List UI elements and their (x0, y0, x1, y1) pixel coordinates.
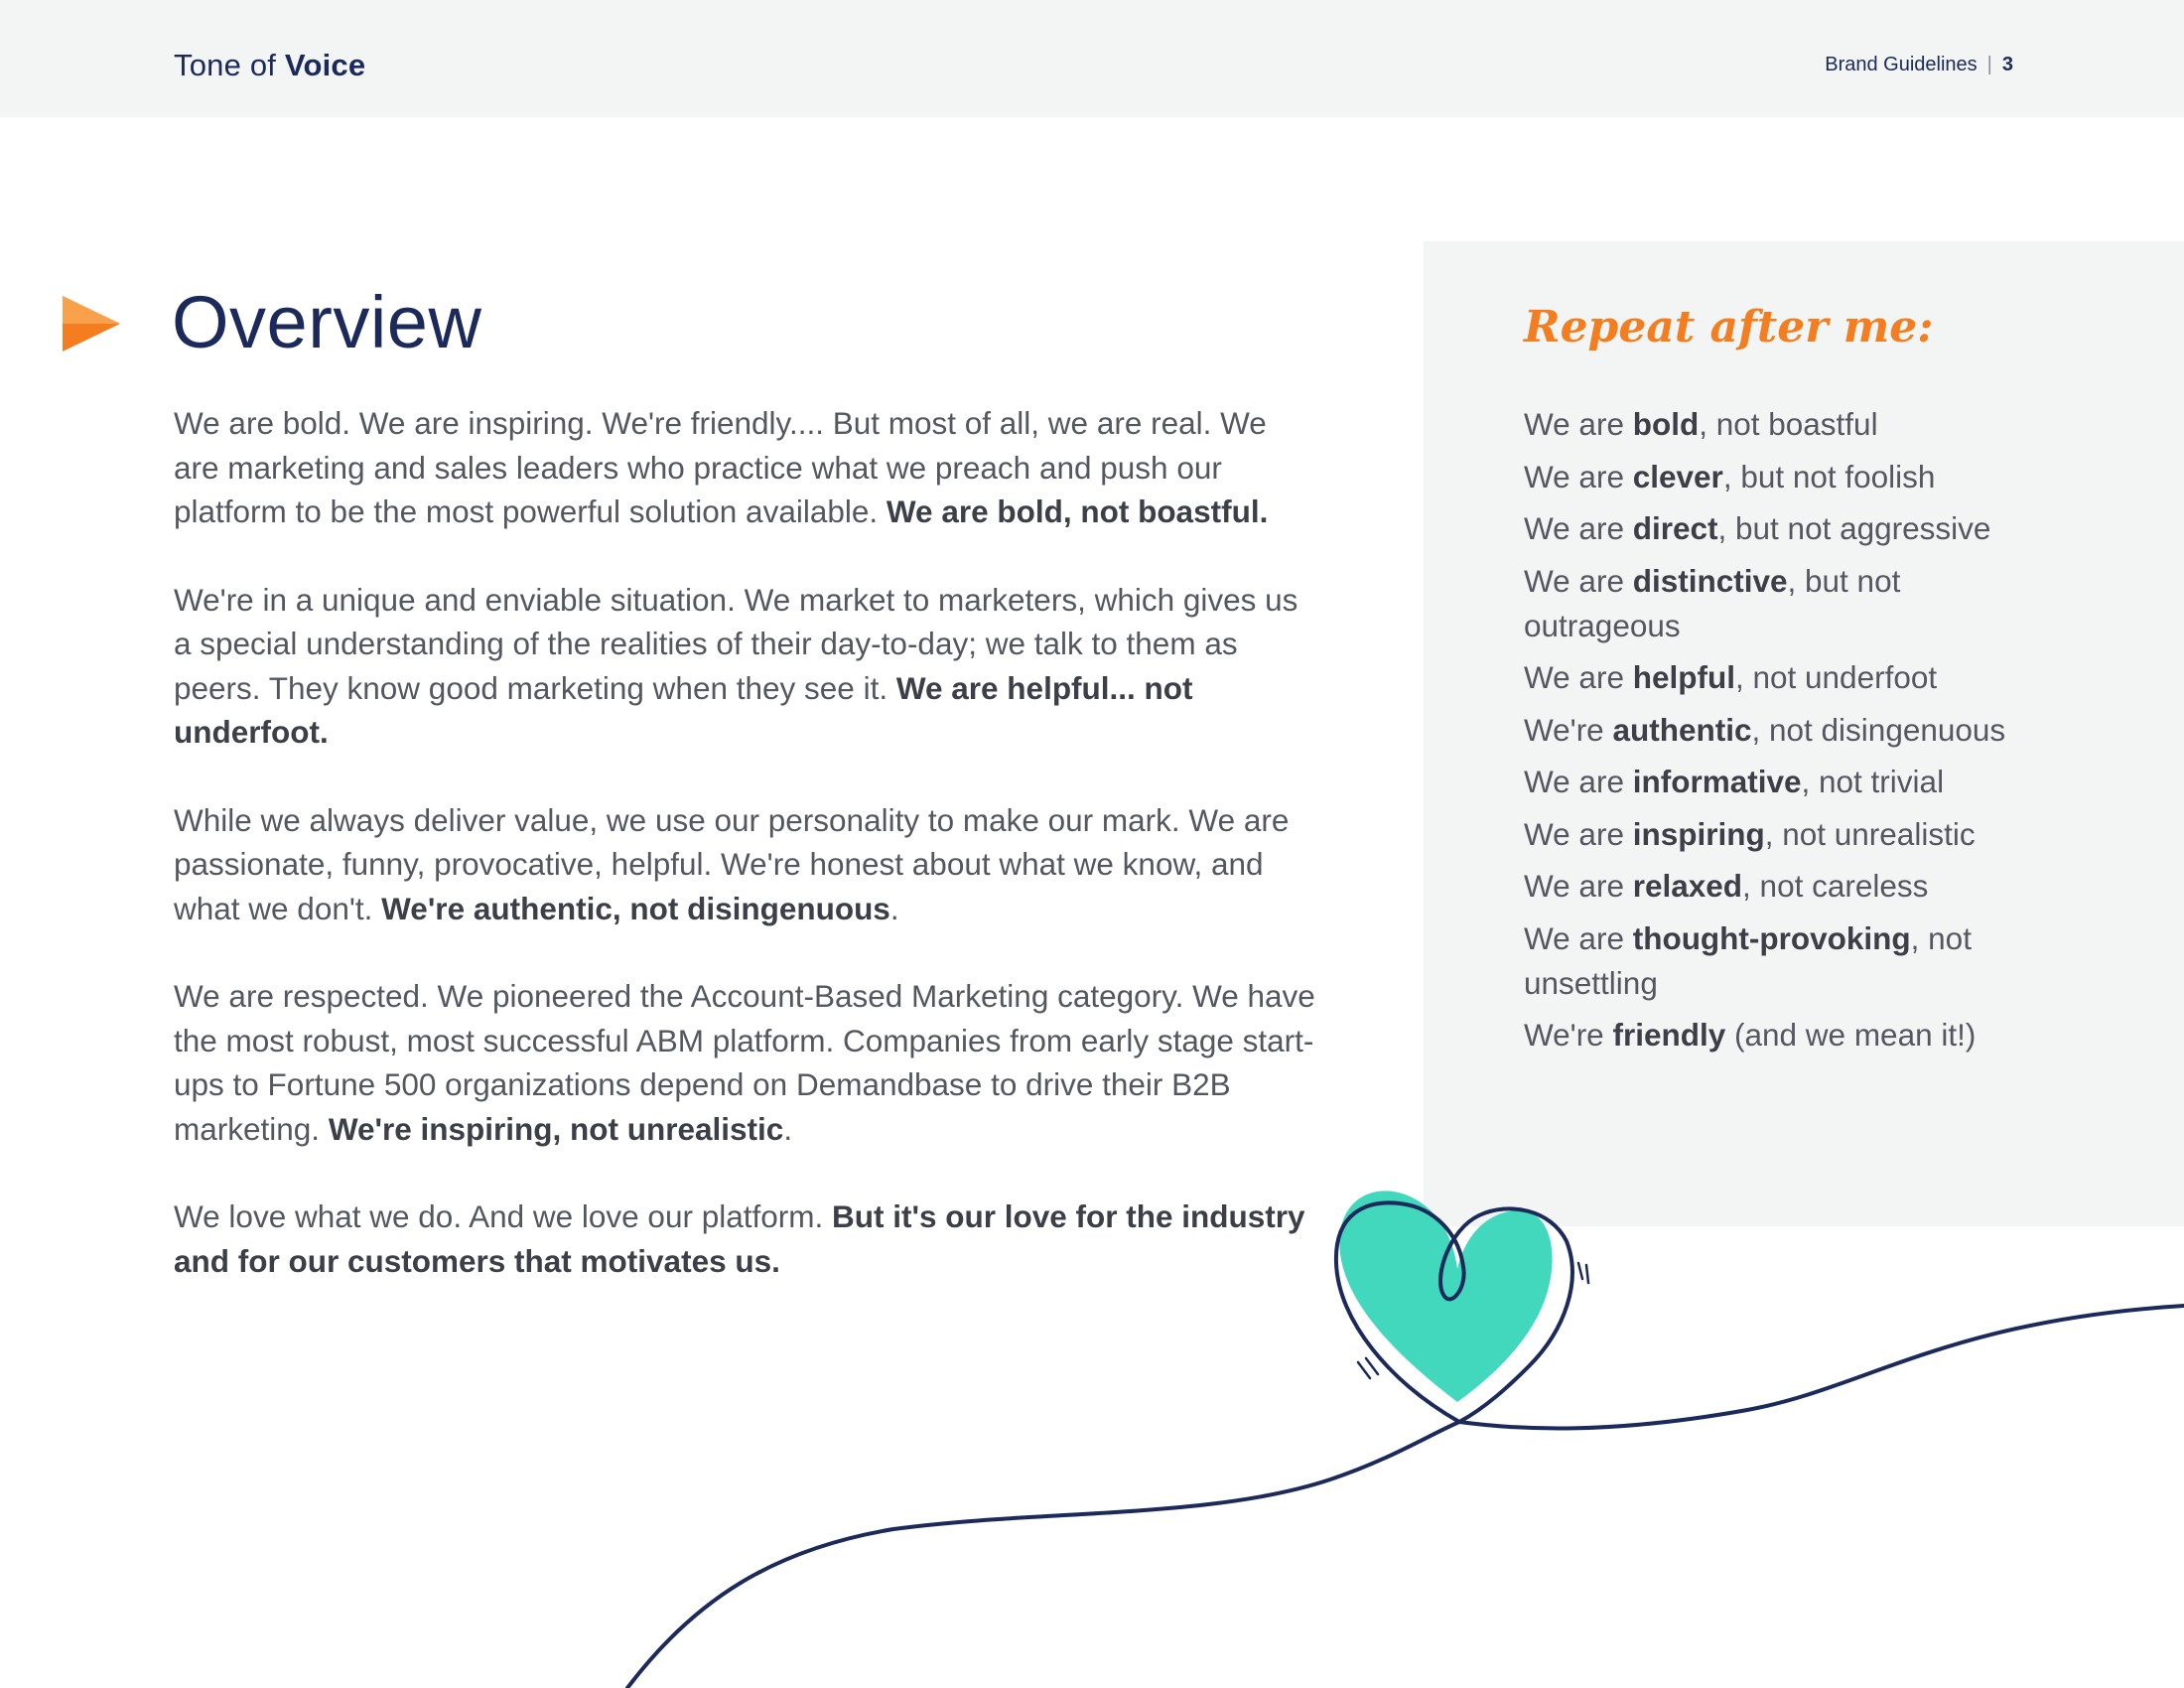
repeat-item-trait: clever (1632, 458, 1723, 494)
section-name: Brand Guidelines (1825, 54, 1978, 75)
flowing-line (627, 1306, 2184, 1688)
repeat-item-prefix: We are (1524, 510, 1633, 546)
repeat-item-trait: direct (1632, 510, 1718, 546)
repeat-item-prefix: We are (1524, 458, 1633, 494)
repeat-item-trait: informative (1632, 764, 1802, 799)
repeat-item-trait: authentic (1612, 711, 1752, 748)
repeat-item-suffix: , not boastful (1699, 406, 1878, 442)
title-bold: Voice (284, 48, 366, 82)
repeat-item-suffix: , not unrealistic (1764, 815, 1976, 852)
title-light: Tone of (174, 48, 285, 82)
repeat-item-prefix: We are (1524, 919, 1633, 956)
overview-paragraph (174, 1195, 1315, 1283)
repeat-item-prefix: We are (1524, 764, 1633, 799)
paragraph-emphasis: We're inspiring, not unrealistic (328, 1110, 784, 1147)
repeat-item-suffix: , not disingenuous (1751, 711, 2006, 748)
repeat-item-suffix: , not unsettling (1524, 919, 1972, 1001)
paragraph-emphasis: We are bold, not boastful. (886, 493, 1269, 529)
repeat-item-prefix: We're (1524, 711, 1613, 748)
repeat-item-suffix: , not trivial (1801, 764, 1945, 799)
repeat-item (1524, 1013, 2040, 1057)
repeat-item-trait: helpful (1632, 659, 1735, 695)
overview-paragraph (174, 578, 1315, 755)
repeat-item-prefix: We're (1524, 1017, 1613, 1053)
repeat-item-prefix: We are (1524, 815, 1633, 852)
repeat-item-suffix: , not careless (1742, 868, 1929, 904)
paragraph-text: We are bold. We are inspiring. We're friendly.... But most of all, we are real. We are marketing and sales leaders who practice what we preach and push our platform to be the most powerful solution available. (174, 405, 1267, 529)
repeat-item-suffix: , not underfoot (1734, 659, 1938, 695)
repeat-item (1524, 402, 2040, 447)
repeat-item (1524, 864, 2040, 909)
paragraph-trailing: . (783, 1110, 793, 1147)
repeat-item-suffix: (and we mean it!) (1725, 1017, 1977, 1053)
paragraph-text: We love what we do. And we love our platform. (174, 1198, 833, 1234)
page-number: 3 (2001, 54, 2013, 75)
overview-paragraph (174, 974, 1315, 1151)
repeat-item (1524, 655, 2040, 700)
repeat-item-prefix: We are (1524, 562, 1633, 599)
repeat-item (1524, 559, 2040, 648)
repeat-item (1524, 506, 2040, 551)
repeat-item (1524, 455, 2040, 499)
repeat-item-suffix: , but not aggressive (1717, 510, 1991, 546)
play-arrow-icon (63, 296, 120, 352)
repeat-item-trait: relaxed (1632, 868, 1743, 904)
repeat-item-suffix: , but not foolish (1722, 458, 1936, 494)
repeat-item-prefix: We are (1524, 406, 1633, 442)
overview-body (174, 401, 1315, 1327)
overview-paragraph (174, 798, 1315, 931)
repeat-item (1524, 916, 2040, 1006)
repeat-title: Repeat after me: (1524, 302, 1934, 352)
section-title: Overview (172, 281, 482, 363)
repeat-item-trait: inspiring (1632, 815, 1765, 852)
paragraph-trailing: . (889, 890, 899, 926)
header-separator: | (1986, 54, 1992, 75)
repeat-item-suffix: , but not outrageous (1524, 562, 1901, 643)
page-header-right (1825, 54, 2013, 76)
repeat-item-prefix: We are (1524, 659, 1633, 695)
repeat-item-trait: thought-provoking (1632, 919, 1911, 956)
paragraph-emphasis: But it's our love for the industry and for our customers that motivates us. (174, 1198, 1305, 1279)
paragraph-text: We are respected. We pioneered the Account-Based Marketing category. We have the most robust, most successful ABM platform. Companies from early stage start-ups to Fortune 500 organizations depend on Demandbase to drive their B2B marketing. (174, 978, 1315, 1147)
paragraph-emphasis: We're authentic, not disingenuous (381, 890, 890, 926)
repeat-item-trait: bold (1632, 406, 1700, 442)
repeat-list (1524, 402, 2040, 1065)
paragraph-emphasis: We are helpful... not underfoot. (174, 669, 1193, 750)
document-title (174, 48, 365, 83)
repeat-item (1524, 760, 2040, 804)
repeat-item (1524, 708, 2040, 753)
overview-paragraph (174, 401, 1315, 534)
repeat-item-trait: friendly (1612, 1017, 1726, 1053)
paragraph-text: While we always deliver value, we use our personality to make our mark. We are passionate, funny, provocative, helpful. We're honest about what we know, and what we don't. (174, 801, 1290, 926)
repeat-item (1524, 812, 2040, 857)
repeat-item-prefix: We are (1524, 868, 1633, 904)
paragraph-text: We're in a unique and enviable situation. We market to marketers, which gives us a special understanding of the realities of their day-to-day; we talk to them as peers. They know good marketing when they see it. (174, 581, 1298, 706)
repeat-item-trait: distinctive (1632, 562, 1788, 599)
